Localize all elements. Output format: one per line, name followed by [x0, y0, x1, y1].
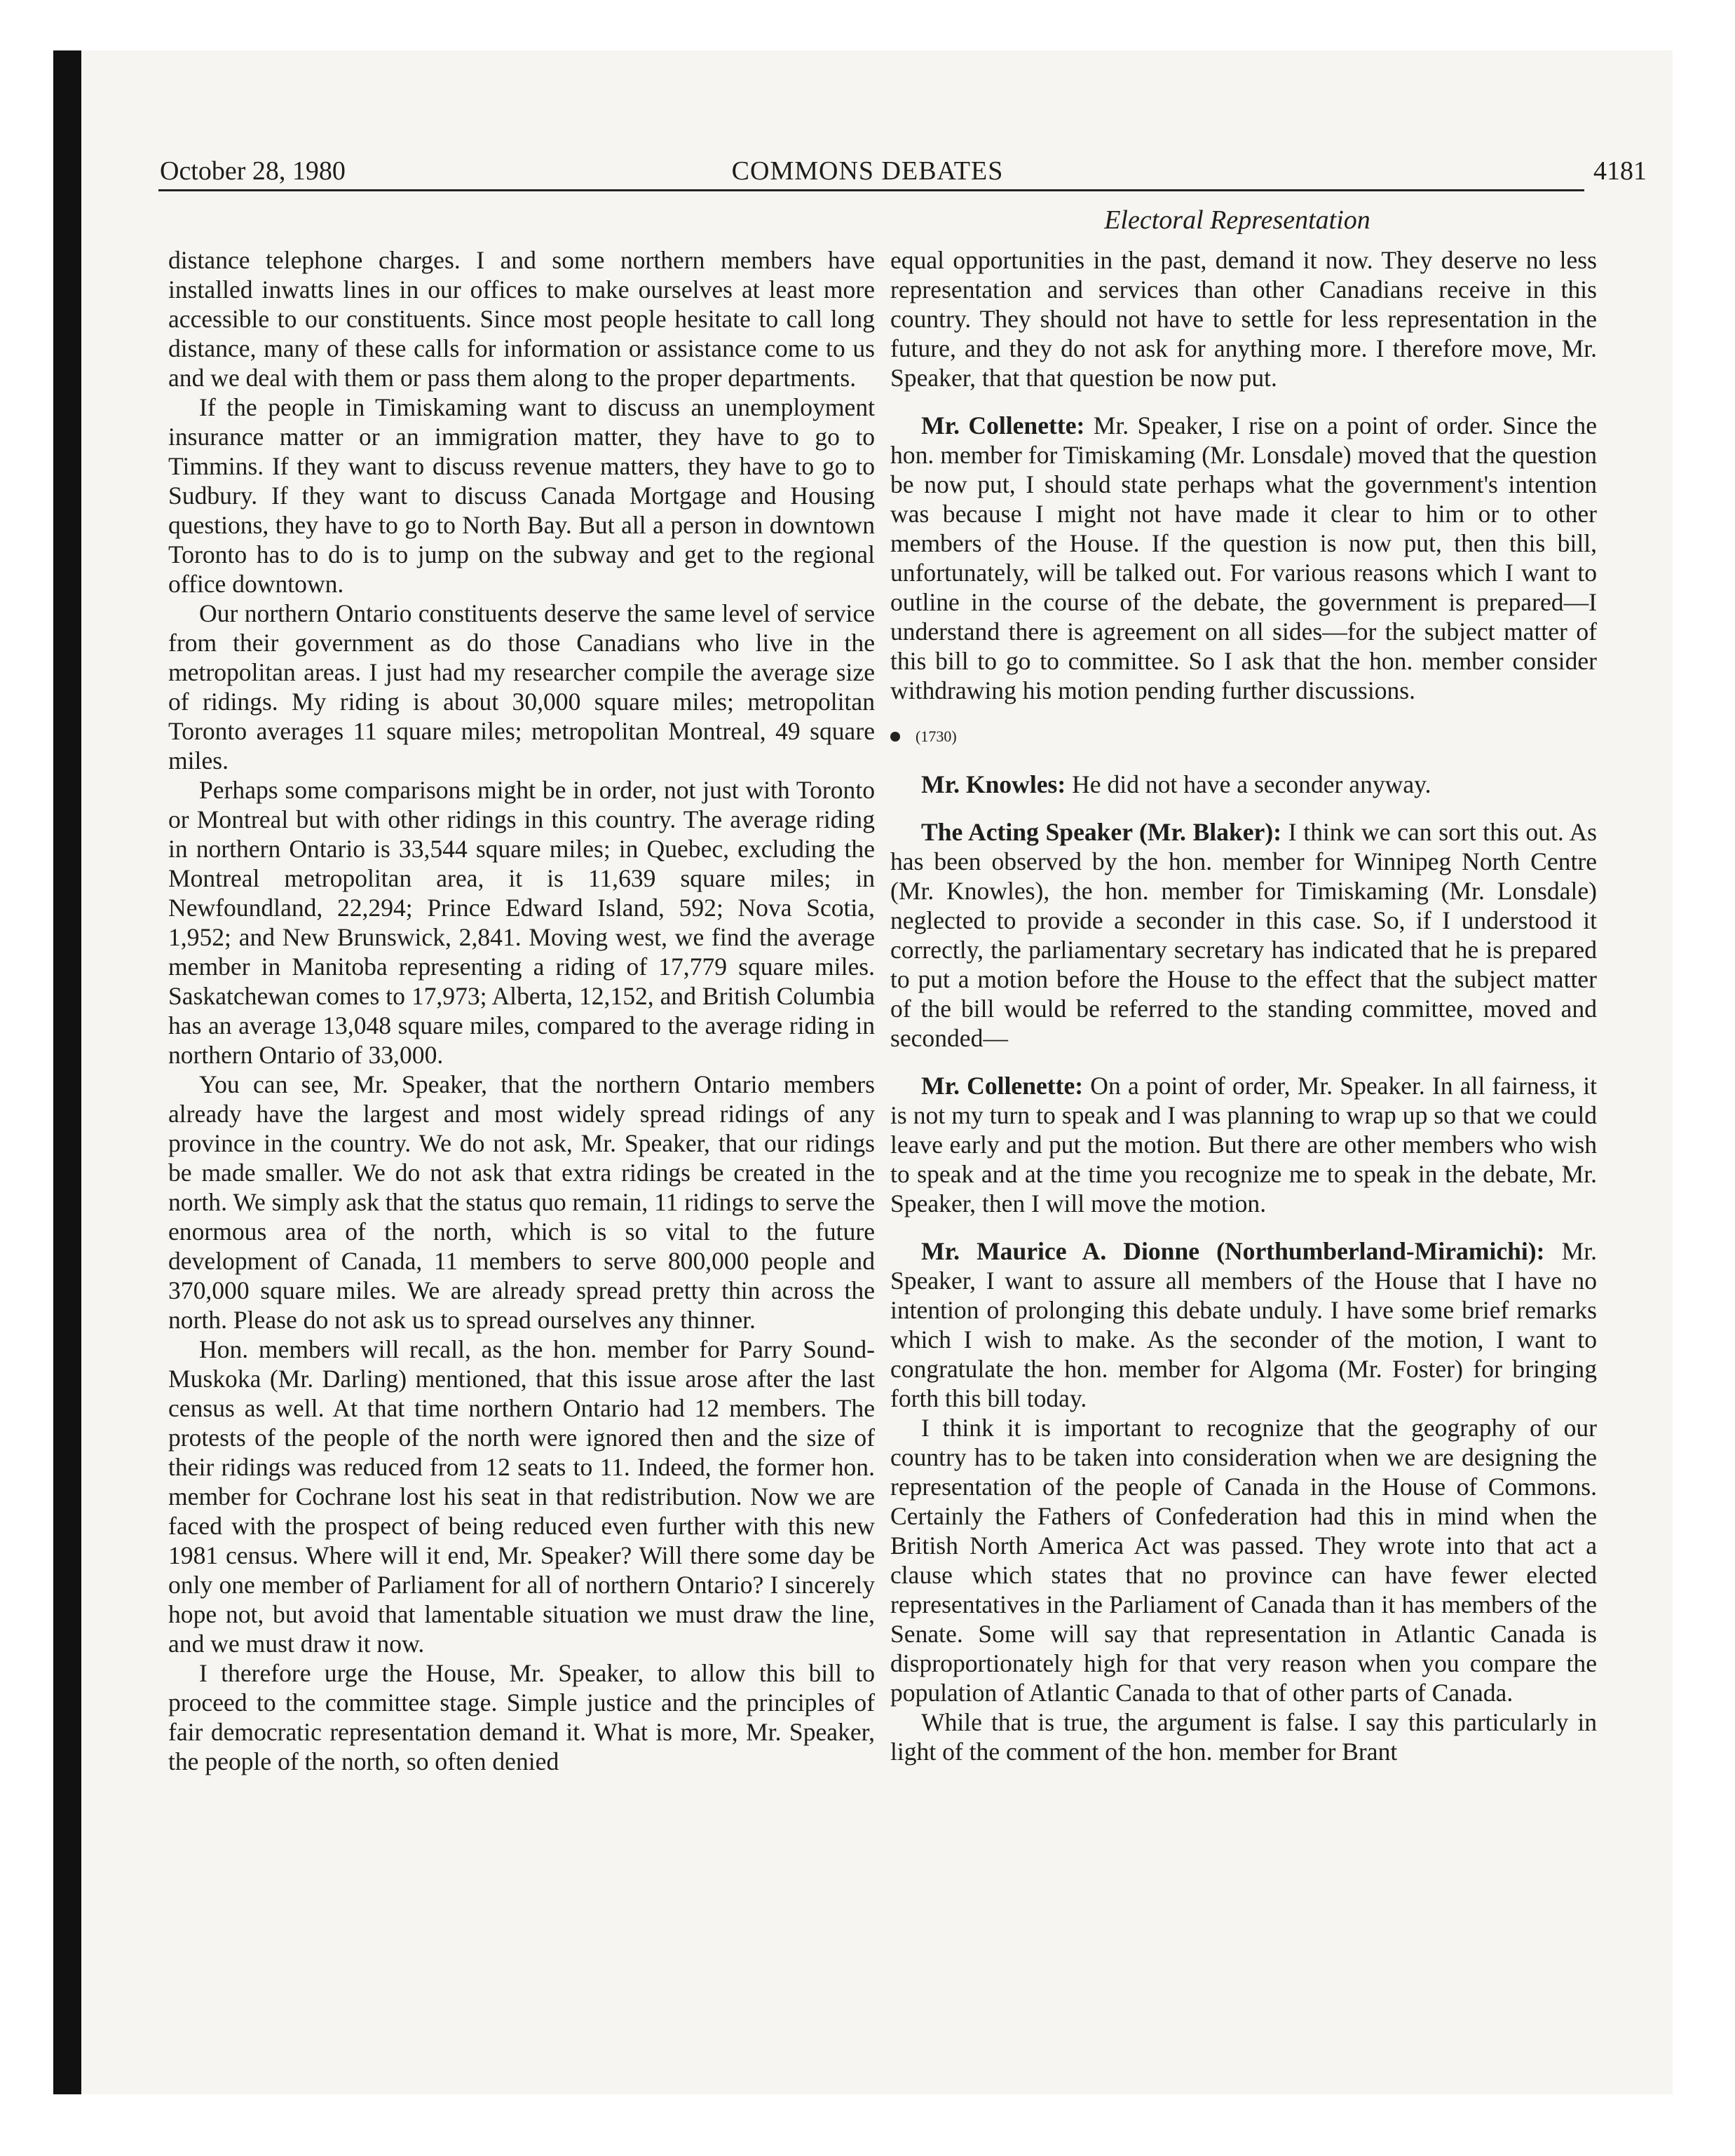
scan-edge: [53, 50, 81, 2094]
header-date: October 28, 1980: [160, 156, 346, 186]
speech-text: Mr. Speaker, I want to assure all members of the House that I have no intention of prolonging this debate unduly. I have some brief remarks which I wish to make. As the seconder of the motion, I want to congratulate the hon. member for Algoma (Mr. Foster) for bringing forth this bill today.: [890, 1237, 1598, 1412]
time-marker-label: (1730): [916, 728, 957, 745]
left-column: [168, 245, 875, 1776]
speaker-name: The Acting Speaker (Mr. Blaker):: [921, 818, 1282, 846]
paragraph: You can see, Mr. Speaker, that the northern Ontario members already have the largest and most widely spread ridings of any province in the country. We do not ask, Mr. Speaker, that our ridings be made smaller. We do not ask that extra ridings be created in the north. We simply ask that the status quo remain, 11 ridings to serve the enormous area of the north, which is so vital to the future development of Canada, 11 members to serve 800,000 people and 370,000 square miles. We are already spread pretty thin across the north. Please do not ask us to spread ourselves any thinner.: [168, 1070, 875, 1334]
bullet-icon: [890, 732, 900, 742]
paragraph: equal opportunities in the past, demand it now. They deserve no less representation and services than other Canadians receive in this country. They should not have to settle for less representation in the future, and they do not ask for anything more. I therefore move, Mr. Speaker, that that question be now put.: [890, 246, 1597, 392]
header-page-number: 4181: [1593, 156, 1647, 186]
paragraph: I think it is important to recognize that the geography of our country has to be taken into consideration when we are designing the representation of the people of Canada in the House of Commons. Certainly the Fathers of Confederation had this in mind when the British North America Act was passed. They wrote into that act a clause which states that no province can have fewer elected representatives in the Parliament of Canada than it has members of the Senate. Some will say that representation in Atlantic Canada is disproportionately high for that very reason when you compare the population of Atlantic Canada to that of other parts of Canada.: [890, 1414, 1597, 1707]
speech: [890, 770, 1597, 799]
speaker-name: Mr. Maurice A. Dionne (Northumberland-Miramichi):: [921, 1237, 1545, 1265]
header-title: COMMONS DEBATES: [731, 156, 1004, 186]
paragraph: distance telephone charges. I and some northern members have installed inwatts lines in our offices to make ourselves at least more accessible to our constituents. Since most people hesitate to call long distance, many of these calls for information or assistance come to us and we deal with them or pass them along to the proper departments.: [168, 246, 875, 392]
speaker-name: Mr. Collenette:: [921, 411, 1085, 439]
speaker-name: Mr. Collenette:: [921, 1072, 1084, 1100]
paragraph: I therefore urge the House, Mr. Speaker, to allow this bill to proceed to the committee stage. Simple justice and the principles of fair democratic representation demand it. What is more, Mr. Speaker, the people of the north, so often denied: [168, 1659, 875, 1775]
time-marker: [890, 722, 1597, 751]
paragraph: If the people in Timiskaming want to discuss an unemployment insurance matter or an immigration matter, they have to go to Timmins. If they want to discuss revenue matters, they have to go to Sudbury. If they want to discuss Canada Mortgage and Housing questions, they have to go to North Bay. But all a person in downtown Toronto has to do is to jump on the subway and get to the regional office downtown.: [168, 393, 875, 598]
paragraph: While that is true, the argument is false. I say this particularly in light of the comment of the hon. member for Brant: [890, 1708, 1597, 1766]
speech-text: He did not have a seconder anyway.: [1066, 770, 1431, 798]
right-column: [890, 245, 1597, 1766]
speech: [890, 411, 1597, 705]
speech-text: Mr. Speaker, I rise on a point of order. Since the hon. member for Timiskaming (Mr. Lonsdale) moved that the question be now put, I should state perhaps what the government's intention was because I might not have made it clear to him or to other members of the House. If the question is now put, then this bill, unfortunately, will be talked out. For various reasons which I want to outline in the course of the debate, the government is prepared—I understand there is agreement on all sides—for the subject matter of this bill to go to committee. So I ask that the hon. member consider withdrawing his motion pending further discussions.: [890, 411, 1597, 704]
speech: [890, 1071, 1597, 1218]
speaker-name: Mr. Knowles:: [921, 770, 1066, 798]
speech: [890, 1236, 1597, 1413]
running-subject: Electoral Representation: [1104, 205, 1370, 235]
speech-text: On a point of order, Mr. Speaker. In all fairness, it is not my turn to speak and I was planning to wrap up so that we could leave early and put the motion. But there are other members who wish to speak and at the time you recognize me to speak in the debate, Mr. Speaker, then I will move the motion.: [890, 1072, 1597, 1217]
speech-text: I think we can sort this out. As has been observed by the hon. member for Winnipeg North Centre (Mr. Knowles), the hon. member for Timiskaming (Mr. Lonsdale) neglected to provide a seconder in this case. So, if I understood it correctly, the parliamentary secretary has indicated that he is prepared to put a motion before the House to the effect that the subject matter of the bill would be referred to the standing committee, moved and seconded—: [890, 818, 1597, 1052]
paragraph: Hon. members will recall, as the hon. member for Parry Sound-Muskoka (Mr. Darling) mentioned, that this issue arose after the last census as well. At that time northern Ontario had 12 members. The protests of the people of the north were ignored then and the size of their ridings was reduced from 12 seats to 11. Indeed, the former hon. member for Cochrane lost his seat in that redistribution. Now we are faced with the prospect of being reduced even further with this new 1981 census. Where will it end, Mr. Speaker? Will there some day be only one member of Parliament for all of northern Ontario? I sincerely hope not, but avoid that lamentable situation we must draw the line, and we must draw it now.: [168, 1335, 875, 1658]
paragraph: Perhaps some comparisons might be in order, not just with Toronto or Montreal but with other ridings in this country. The average riding in northern Ontario is 33,544 square miles; in Quebec, excluding the Montreal metropolitan area, it is 11,639 square miles; in Newfoundland, 22,294; Prince Edward Island, 592; Nova Scotia, 1,952; and New Brunswick, 2,841. Moving west, we find the average member in Manitoba representing a riding of 17,779 square miles. Saskatchewan comes to 17,973; Alberta, 12,152, and British Columbia has an average 13,048 square miles, compared to the average riding in northern Ontario of 33,000.: [168, 776, 875, 1069]
speech: [890, 817, 1597, 1053]
paragraph: Our northern Ontario constituents deserve the same level of service from their government as do those Canadians who live in the metropolitan areas. I just had my researcher compile the average size of ridings. My riding is about 30,000 square miles; metropolitan Toronto averages 11 square miles; metropolitan Montreal, 49 square miles.: [168, 599, 875, 775]
header-rule: [158, 189, 1584, 191]
